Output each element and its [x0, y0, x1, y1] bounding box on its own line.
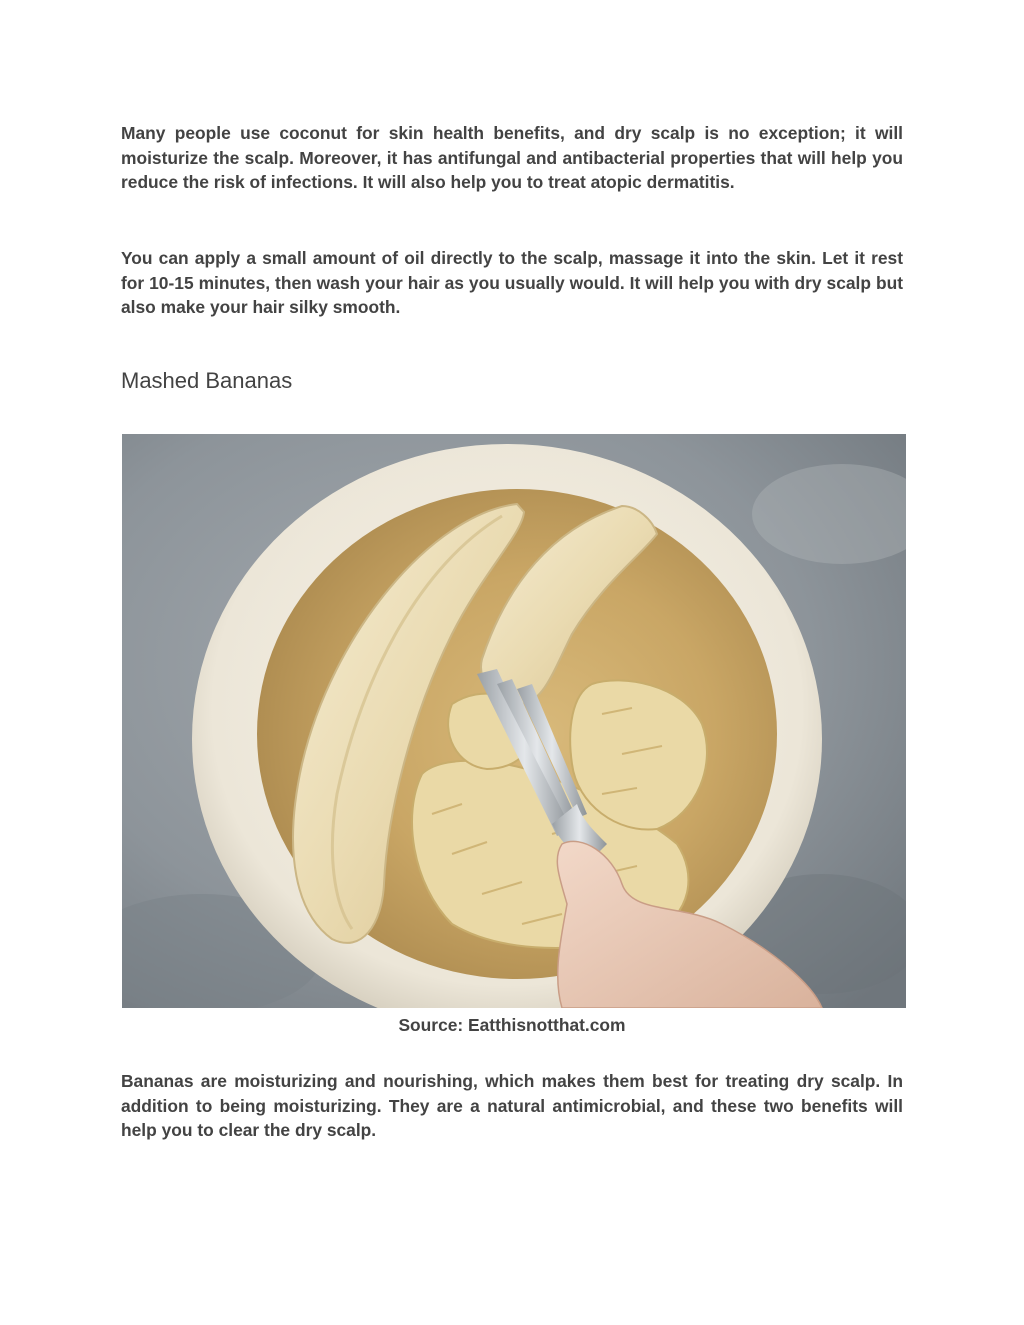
paragraph-banana-benefits: Bananas are moisturizing and nourishing, which makes them best for treating dry scalp. In addition to being moisturizing. They are a natural antimicrobial, and these two benefits will help you to clear the dry scalp.	[121, 1071, 903, 1140]
mashed-bananas-photo	[122, 434, 906, 1008]
paragraph-coconut-usage: You can apply a small amount of oil directly to the scalp, massage it into the skin. Let it rest for 10-15 minutes, then wash your hair as you usually would. It will help you with dry scalp but also make your hair silky smooth.	[121, 248, 903, 317]
section-heading: Mashed Bananas	[121, 368, 293, 393]
image-caption: Source: Eatthisnotthat.com	[398, 1015, 626, 1035]
paragraph-coconut-benefits: Many people use coconut for skin health benefits, and dry scalp is no exception; it will moisturize the scalp. Moreover, it has antifungal and antibacterial properties that will help you reduce the risk of infections. It will also help you to treat atopic dermatitis.	[121, 123, 903, 192]
